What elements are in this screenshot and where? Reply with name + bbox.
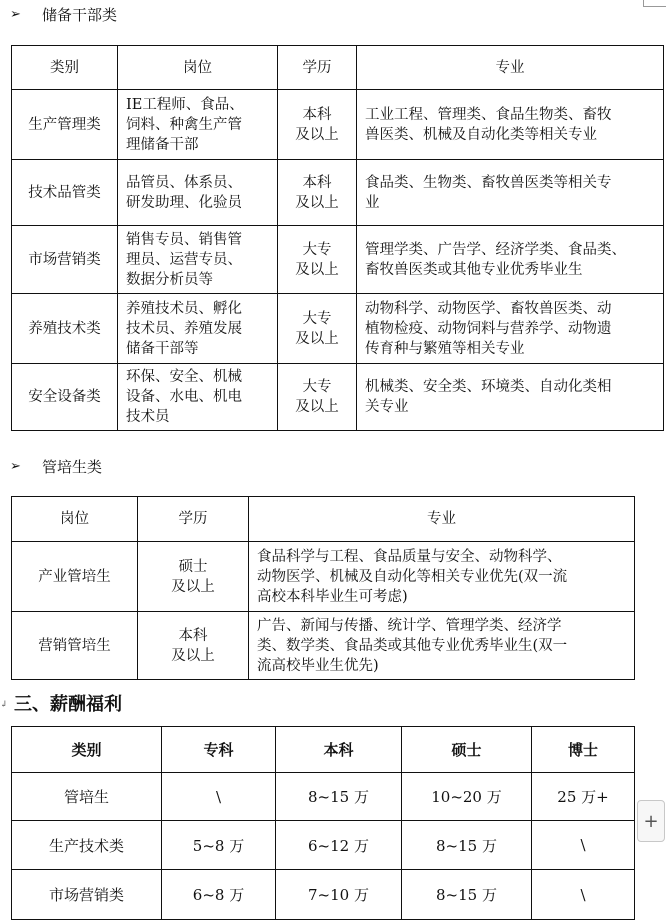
education-cell — [278, 160, 357, 226]
education-cell — [278, 226, 357, 294]
text-line: 高校本科毕业生可考虑) — [257, 588, 408, 605]
header-category: 类别 — [12, 46, 118, 90]
salary-cell: 8~15 万 — [276, 773, 402, 821]
salary-cell: 7~10 万 — [276, 870, 402, 920]
table-row — [12, 870, 635, 920]
salary-table — [11, 726, 635, 920]
text-line: 及以上 — [171, 647, 215, 664]
page-corner-mark — [643, 0, 666, 7]
majors-cell — [249, 612, 635, 680]
header-major: 专业 — [357, 46, 664, 90]
table-header-row — [12, 46, 664, 90]
majors-cell — [357, 160, 664, 226]
table-row — [12, 294, 664, 364]
salary-cell: 6~12 万 — [276, 821, 402, 870]
salary-cell: 5~8 万 — [162, 821, 276, 870]
position-cell: 产业管培生 — [12, 542, 138, 612]
text-line: 饲料、种禽生产管 — [126, 116, 242, 133]
salary-cell: 8~15 万 — [402, 870, 532, 920]
header-position: 岗位 — [12, 497, 138, 542]
salary-cell: 8~15 万 — [402, 821, 532, 870]
text-line: 及以上 — [171, 578, 215, 595]
section-heading-trainee-text: 管培生类 — [42, 458, 103, 476]
text-line: 畜牧兽医类或其他专业优秀毕业生 — [365, 261, 583, 278]
header-junior-college: 专科 — [162, 727, 276, 773]
salary-cell: 市场营销类 — [12, 870, 162, 920]
salary-cell: 6~8 万 — [162, 870, 276, 920]
text-line: 流高校毕业生优先) — [257, 657, 379, 674]
salary-cell: 25 万+ — [532, 773, 635, 821]
text-line: 技术员、养殖发展 — [126, 320, 242, 337]
table-header-row — [12, 497, 635, 542]
category-cell: 安全设备类 — [12, 364, 118, 431]
header-doctor: 博士 — [532, 727, 635, 773]
salary-cell: 生产技术类 — [12, 821, 162, 870]
header-category: 类别 — [12, 727, 162, 773]
text-line: 关专业 — [365, 399, 409, 415]
text-line: 品管员、体系员、 — [126, 174, 242, 191]
table-row — [12, 160, 664, 226]
text-line: 动物科学、动物医学、畜牧兽医类、动 — [365, 300, 612, 317]
salary-cell: \ — [162, 773, 276, 821]
header-master: 硕士 — [402, 727, 532, 773]
text-line: 传育种与繁殖等相关专业 — [365, 340, 525, 357]
category-cell: 技术品管类 — [12, 160, 118, 226]
salary-cell: \ — [532, 870, 635, 920]
positions-cell — [118, 364, 278, 431]
positions-cell — [118, 226, 278, 294]
salary-cell: 10~20 万 — [402, 773, 532, 821]
text-line: 兽医类、机械及自动化类等相关专业 — [365, 126, 597, 143]
education-cell — [278, 90, 357, 160]
table-row — [12, 821, 635, 870]
text-line: 动物医学、机械及自动化等相关专业优先(双一流 — [257, 568, 568, 585]
table-row — [12, 364, 664, 431]
header-education: 学历 — [278, 46, 357, 90]
category-cell: 市场营销类 — [12, 226, 118, 294]
table-row — [12, 612, 635, 680]
majors-cell — [357, 364, 664, 431]
text-line: 工业工程、管理类、食品生物类、畜牧 — [365, 106, 612, 123]
text-line: 及以上 — [295, 261, 339, 278]
positions-cell — [118, 294, 278, 364]
text-line: 管理学类、广告学、经济学类、食品类、 — [365, 241, 626, 258]
text-line: 大专 — [302, 379, 332, 395]
text-line: 大专 — [302, 241, 332, 258]
text-line: 广告、新闻与传播、统计学、管理学类、经济学 — [257, 617, 562, 634]
table-row — [12, 90, 664, 160]
position-cell: 营销管培生 — [12, 612, 138, 680]
add-row-button[interactable]: + — [637, 800, 665, 842]
paragraph-mark-icon: ↲ — [0, 700, 8, 710]
text-line: 养殖技术员、孵化 — [126, 300, 242, 317]
text-line: 研发助理、化验员 — [126, 194, 242, 211]
reserve-cadre-table — [11, 45, 664, 431]
text-line: 植物检疫、动物饲料与营养学、动物遗 — [365, 320, 612, 337]
text-line: IE工程师、食品、 — [126, 96, 244, 113]
category-cell: 生产管理类 — [12, 90, 118, 160]
table-header-row — [12, 727, 635, 773]
majors-cell — [357, 90, 664, 160]
text-line: 硕士 — [178, 558, 208, 575]
text-line: 及以上 — [295, 126, 339, 143]
text-line: 食品类、生物类、畜牧兽医类等相关专 — [365, 174, 612, 191]
text-line: 储备干部等 — [126, 340, 199, 357]
header-position: 岗位 — [118, 46, 278, 90]
text-line: 及以上 — [295, 399, 339, 415]
text-line: 本科 — [302, 174, 332, 191]
section-heading-trainee — [10, 456, 102, 477]
table-row — [12, 542, 635, 612]
text-line: 理储备干部 — [126, 136, 199, 153]
positions-cell — [118, 90, 278, 160]
majors-cell — [249, 542, 635, 612]
text-line: 食品科学与工程、食品质量与安全、动物科学、 — [257, 548, 562, 565]
table-row — [12, 773, 635, 821]
text-line: 业 — [365, 194, 380, 211]
text-line: 数据分析员等 — [126, 271, 213, 288]
table-row — [12, 226, 664, 294]
positions-cell — [118, 160, 278, 226]
text-line: 设备、水电、机电 — [126, 389, 242, 405]
header-major: 专业 — [249, 497, 635, 542]
text-line: 类、数学类、食品类或其他专业优秀毕业生(双一 — [257, 637, 568, 654]
education-cell — [278, 364, 357, 431]
text-line: 环保、安全、机械 — [126, 369, 242, 385]
text-line: 本科 — [178, 627, 208, 644]
arrow-bullet-icon: ➢ — [10, 459, 21, 474]
salary-cell: \ — [532, 821, 635, 870]
majors-cell — [357, 226, 664, 294]
header-bachelor: 本科 — [276, 727, 402, 773]
section-heading-reserve — [10, 4, 117, 25]
text-line: 及以上 — [295, 330, 339, 347]
text-line: 技术员 — [126, 409, 170, 425]
text-line: 及以上 — [295, 194, 339, 211]
header-education: 学历 — [138, 497, 249, 542]
arrow-bullet-icon: ➢ — [10, 7, 21, 22]
category-cell: 养殖技术类 — [12, 294, 118, 364]
salary-section-title: 三、薪酬福利 — [14, 694, 122, 715]
salary-cell: 管培生 — [12, 773, 162, 821]
education-cell — [138, 542, 249, 612]
education-cell — [278, 294, 357, 364]
trainee-table — [11, 496, 635, 680]
section-heading-reserve-text: 储备干部类 — [42, 6, 118, 24]
majors-cell — [357, 294, 664, 364]
education-cell — [138, 612, 249, 680]
text-line: 大专 — [302, 310, 332, 327]
text-line: 销售专员、销售管 — [126, 231, 242, 248]
text-line: 本科 — [302, 106, 332, 123]
text-line: 机械类、安全类、环境类、自动化类相 — [365, 379, 612, 395]
text-line: 理员、运营专员、 — [126, 251, 242, 268]
